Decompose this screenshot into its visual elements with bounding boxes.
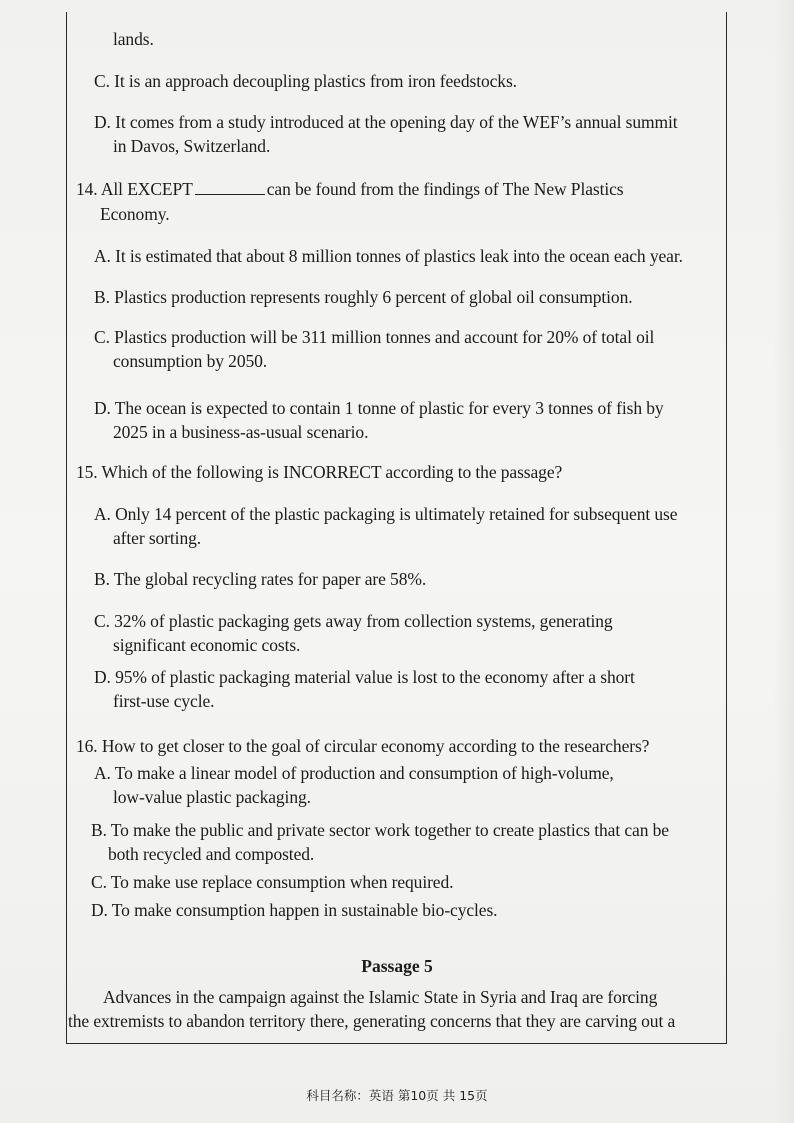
q14-option-b: B. Plastics production represents roughly 6 percent of global oil consumption. [94, 287, 633, 307]
q16-option-d: D. To make consumption happen in sustainable bio-cycles. [91, 900, 498, 920]
q16-option-a-line2: low-value plastic packaging. [113, 787, 311, 807]
q15-stem: 15. Which of the following is INCORRECT according to the passage? [76, 462, 563, 482]
scan-edge-shadow [774, 0, 794, 1123]
q14-option-d-line2: 2025 in a business-as-usual scenario. [113, 422, 369, 442]
passage-5-title: Passage 5 [361, 956, 433, 976]
q14-option-c-line2: consumption by 2050. [113, 351, 268, 371]
q15-option-b: B. The global recycling rates for paper are 58%. [94, 569, 427, 589]
q14-option-c-line1: C. Plastics production will be 311 million tonnes and account for 20% of total oil [94, 327, 655, 347]
q14-stem-line2: Economy. [100, 204, 170, 224]
q14-answer-blank [195, 180, 265, 195]
q14-option-a: A. It is estimated that about 8 million tonnes of plastics leak into the ocean each year. [94, 246, 683, 266]
q16-option-a-line1: A. To make a linear model of production and consumption of high-volume, [94, 763, 614, 783]
q16-stem: 16. How to get closer to the goal of circular economy according to the researchers? [76, 736, 650, 756]
q15-option-a-line2: after sorting. [113, 528, 202, 548]
q16-option-b-line1: B. To make the public and private sector work together to create plastics that can be [91, 820, 669, 840]
q14-option-d-line1: D. The ocean is expected to contain 1 tonne of plastic for every 3 tonnes of fish by [94, 398, 664, 418]
q16-option-b-line2: both recycled and composted. [108, 844, 315, 864]
q14-stem [76, 178, 623, 200]
q15-option-c-line2: significant economic costs. [113, 635, 301, 655]
q13-option-d-line2: in Davos, Switzerland. [113, 136, 271, 156]
q14-stem-post: can be found from the findings of The New Plastics [266, 179, 624, 199]
q13-option-c: C. It is an approach decoupling plastics from iron feedstocks. [94, 71, 517, 91]
q15-option-d-line2: first-use cycle. [113, 691, 215, 711]
passage-5-line2: the extremists to abandon territory there, generating concerns that they are carving out a [68, 1011, 676, 1031]
q15-option-d-line1: D. 95% of plastic packaging material value is lost to the economy after a short [94, 667, 635, 687]
q16-option-c: C. To make use replace consumption when required. [91, 872, 454, 892]
passage-5-line1: Advances in the campaign against the Islamic State in Syria and Iraq are forcing [103, 987, 658, 1007]
page-footer: 科目名称：英语 第10页 共 15页 [306, 1088, 488, 1103]
q15-option-a-line1: A. Only 14 percent of the plastic packaging is ultimately retained for subsequent use [94, 504, 678, 524]
q15-option-c-line1: C. 32% of plastic packaging gets away from collection systems, generating [94, 611, 613, 631]
q13-option-d-line1: D. It comes from a study introduced at the opening day of the WEF’s annual summit [94, 112, 678, 132]
q13-option-b-tail: lands. [113, 29, 154, 49]
q14-stem-pre: 14. All EXCEPT [76, 179, 193, 199]
